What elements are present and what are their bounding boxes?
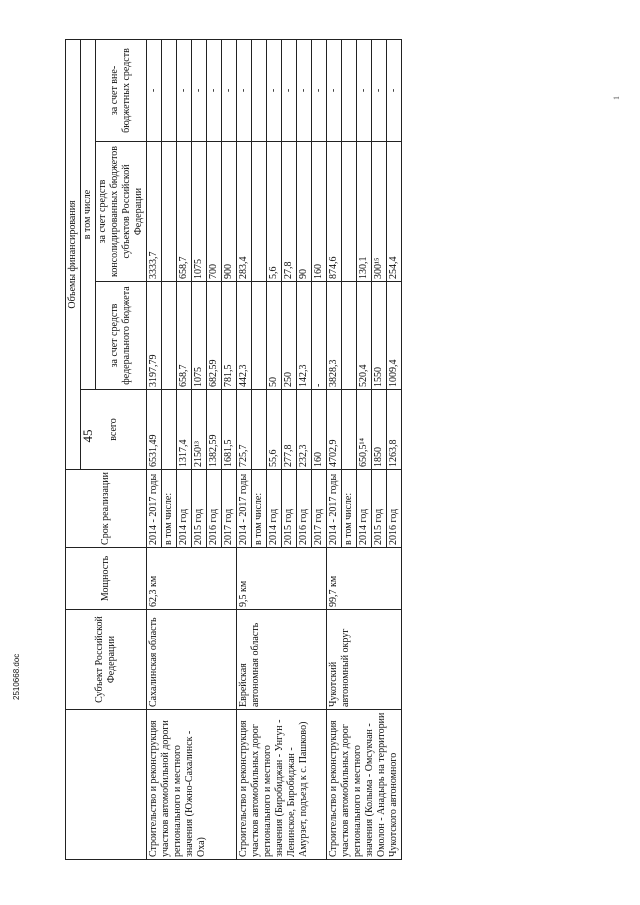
cell-federal: 1075 <box>192 282 207 390</box>
cell-regional <box>162 142 177 282</box>
cell-offbudget <box>162 40 177 142</box>
cell-federal: 1550 <box>372 282 387 390</box>
financing-table <box>65 39 402 860</box>
cell-regional: 160 <box>312 142 327 282</box>
cell-federal: 682,59 <box>207 282 222 390</box>
cell-total <box>162 390 177 470</box>
cell-offbudget: - <box>267 40 282 142</box>
cell-regional: 658,7 <box>177 142 192 282</box>
cell-total: 1681,5 <box>222 390 237 470</box>
cell-term: в том числе: <box>342 470 357 548</box>
cell-regional: 700 <box>207 142 222 282</box>
table-row <box>147 40 162 860</box>
cell-offbudget: - <box>387 40 402 142</box>
cell-total: 1850 <box>372 390 387 470</box>
cell-total: 277,8 <box>282 390 297 470</box>
cell-federal: 1009,4 <box>387 282 402 390</box>
cell-term: 2015 год <box>372 470 387 548</box>
cell-term: 2017 год <box>312 470 327 548</box>
cell-offbudget: - <box>297 40 312 142</box>
cell-term: 2016 год <box>207 470 222 548</box>
cell-offbudget: - <box>177 40 192 142</box>
cell-federal <box>342 282 357 390</box>
cell-term: 2014 год <box>357 470 372 548</box>
header-term: Срок реализации <box>66 470 147 548</box>
cell-capacity: 62,3 км <box>147 548 237 610</box>
cell-term: 2016 год <box>297 470 312 548</box>
cell-total <box>342 390 357 470</box>
cell-subject: Сахалинская область <box>147 610 237 710</box>
table-row <box>237 40 252 860</box>
cell-term: 2015 год <box>282 470 297 548</box>
cell-federal <box>162 282 177 390</box>
cell-offbudget: - <box>237 40 252 142</box>
cell-total: 725,7 <box>237 390 252 470</box>
cell-term: 2014 год <box>267 470 282 548</box>
cell-total: 1317,4 <box>177 390 192 470</box>
cell-total <box>252 390 267 470</box>
cell-term: в том числе: <box>162 470 177 548</box>
cell-offbudget <box>252 40 267 142</box>
cell-federal: 3197,79 <box>147 282 162 390</box>
cell-term: в том числе: <box>252 470 267 548</box>
cell-term: 2015 год <box>192 470 207 548</box>
header-federal: за счет средств федерального бюджета <box>96 282 147 390</box>
cell-total: 6531,49 <box>147 390 162 470</box>
cell-federal: 3828,3 <box>327 282 342 390</box>
table-body <box>147 40 402 860</box>
cell-regional: 254,4 <box>387 142 402 282</box>
header-subject: Субъект Российской Федерации <box>66 610 147 710</box>
header-regional: за счет средств консолидированных бюджетов субъектов Российской Федерации <box>96 142 147 282</box>
cell-term: 2014 год <box>177 470 192 548</box>
cell-regional: 1075 <box>192 142 207 282</box>
cell-offbudget <box>342 40 357 142</box>
cell-regional: 300¹⁵ <box>372 142 387 282</box>
cell-total: 650,5¹⁴ <box>357 390 372 470</box>
cell-object: Строительство и реконструкция участков автомобильной дороги регионального и местного значения (Южно-Сахалинск - Оха) <box>147 710 237 860</box>
cell-offbudget: - <box>312 40 327 142</box>
cell-federal: 250 <box>282 282 297 390</box>
cell-offbudget: - <box>147 40 162 142</box>
cell-total: 1382,59 <box>207 390 222 470</box>
page-number: 45 <box>80 429 95 443</box>
cell-subject: Еврейская автономная область <box>237 610 327 710</box>
cell-federal: 142,3 <box>297 282 312 390</box>
cell-offbudget: - <box>222 40 237 142</box>
cell-offbudget: - <box>192 40 207 142</box>
cell-term: 2016 год <box>387 470 402 548</box>
cell-regional <box>252 142 267 282</box>
header-including: в том числе <box>81 40 96 390</box>
cell-regional: 283,4 <box>237 142 252 282</box>
corner-mark: 1 <box>612 96 621 100</box>
cell-federal: 658,7 <box>177 282 192 390</box>
header-total: всего <box>81 390 147 470</box>
cell-federal: - <box>312 282 327 390</box>
cell-federal: 781,5 <box>222 282 237 390</box>
cell-capacity: 99,7 км <box>327 548 402 610</box>
cell-regional: 5,6 <box>267 142 282 282</box>
cell-regional: 90 <box>297 142 312 282</box>
cell-regional: 900 <box>222 142 237 282</box>
document-filename: 2510668.doc <box>12 653 21 700</box>
cell-total: 232,3 <box>297 390 312 470</box>
cell-total: 4702,9 <box>327 390 342 470</box>
cell-offbudget: - <box>282 40 297 142</box>
cell-offbudget: - <box>327 40 342 142</box>
cell-federal: 50 <box>267 282 282 390</box>
rotated-table-container <box>65 40 595 860</box>
cell-federal <box>252 282 267 390</box>
cell-federal: 442,3 <box>237 282 252 390</box>
header-offbudget: за счет вне-бюджетных средств <box>96 40 147 142</box>
header-capacity: Мощность <box>66 548 147 610</box>
cell-regional: 874,6 <box>327 142 342 282</box>
header-financing: Объемы финансирования <box>66 40 81 470</box>
cell-subject: Чукотский автономный округ <box>327 610 402 710</box>
cell-capacity: 9,5 км <box>237 548 327 610</box>
cell-object: Строительство и реконструкция участков автомобильных дорог регионального и местного значения (Биробиджан - Унгун - Ленинское, Биробиджан - Амурзет, подъезд к с. Пашково) <box>237 710 327 860</box>
cell-offbudget: - <box>207 40 222 142</box>
cell-regional: 130,1 <box>357 142 372 282</box>
cell-object: Строительство и реконструкция участков автомобильных дорог регионального и местного значения (Колыма - Омсукчан - Омолон - Анадырь на территории Чукотского автономного <box>327 710 402 860</box>
cell-regional: 27,8 <box>282 142 297 282</box>
cell-total: 160 <box>312 390 327 470</box>
table-row <box>327 40 342 860</box>
cell-regional <box>342 142 357 282</box>
cell-federal: 520,4 <box>357 282 372 390</box>
cell-total: 1263,8 <box>387 390 402 470</box>
cell-term: 2014 - 2017 годы <box>237 470 252 548</box>
cell-term: 2014 - 2017 годы <box>327 470 342 548</box>
cell-offbudget: - <box>372 40 387 142</box>
cell-term: 2017 год <box>222 470 237 548</box>
cell-term: 2014 - 2017 годы <box>147 470 162 548</box>
cell-regional: 3333,7 <box>147 142 162 282</box>
cell-total: 55,6 <box>267 390 282 470</box>
header-object <box>66 710 147 860</box>
cell-offbudget: - <box>357 40 372 142</box>
cell-total: 2150¹³ <box>192 390 207 470</box>
